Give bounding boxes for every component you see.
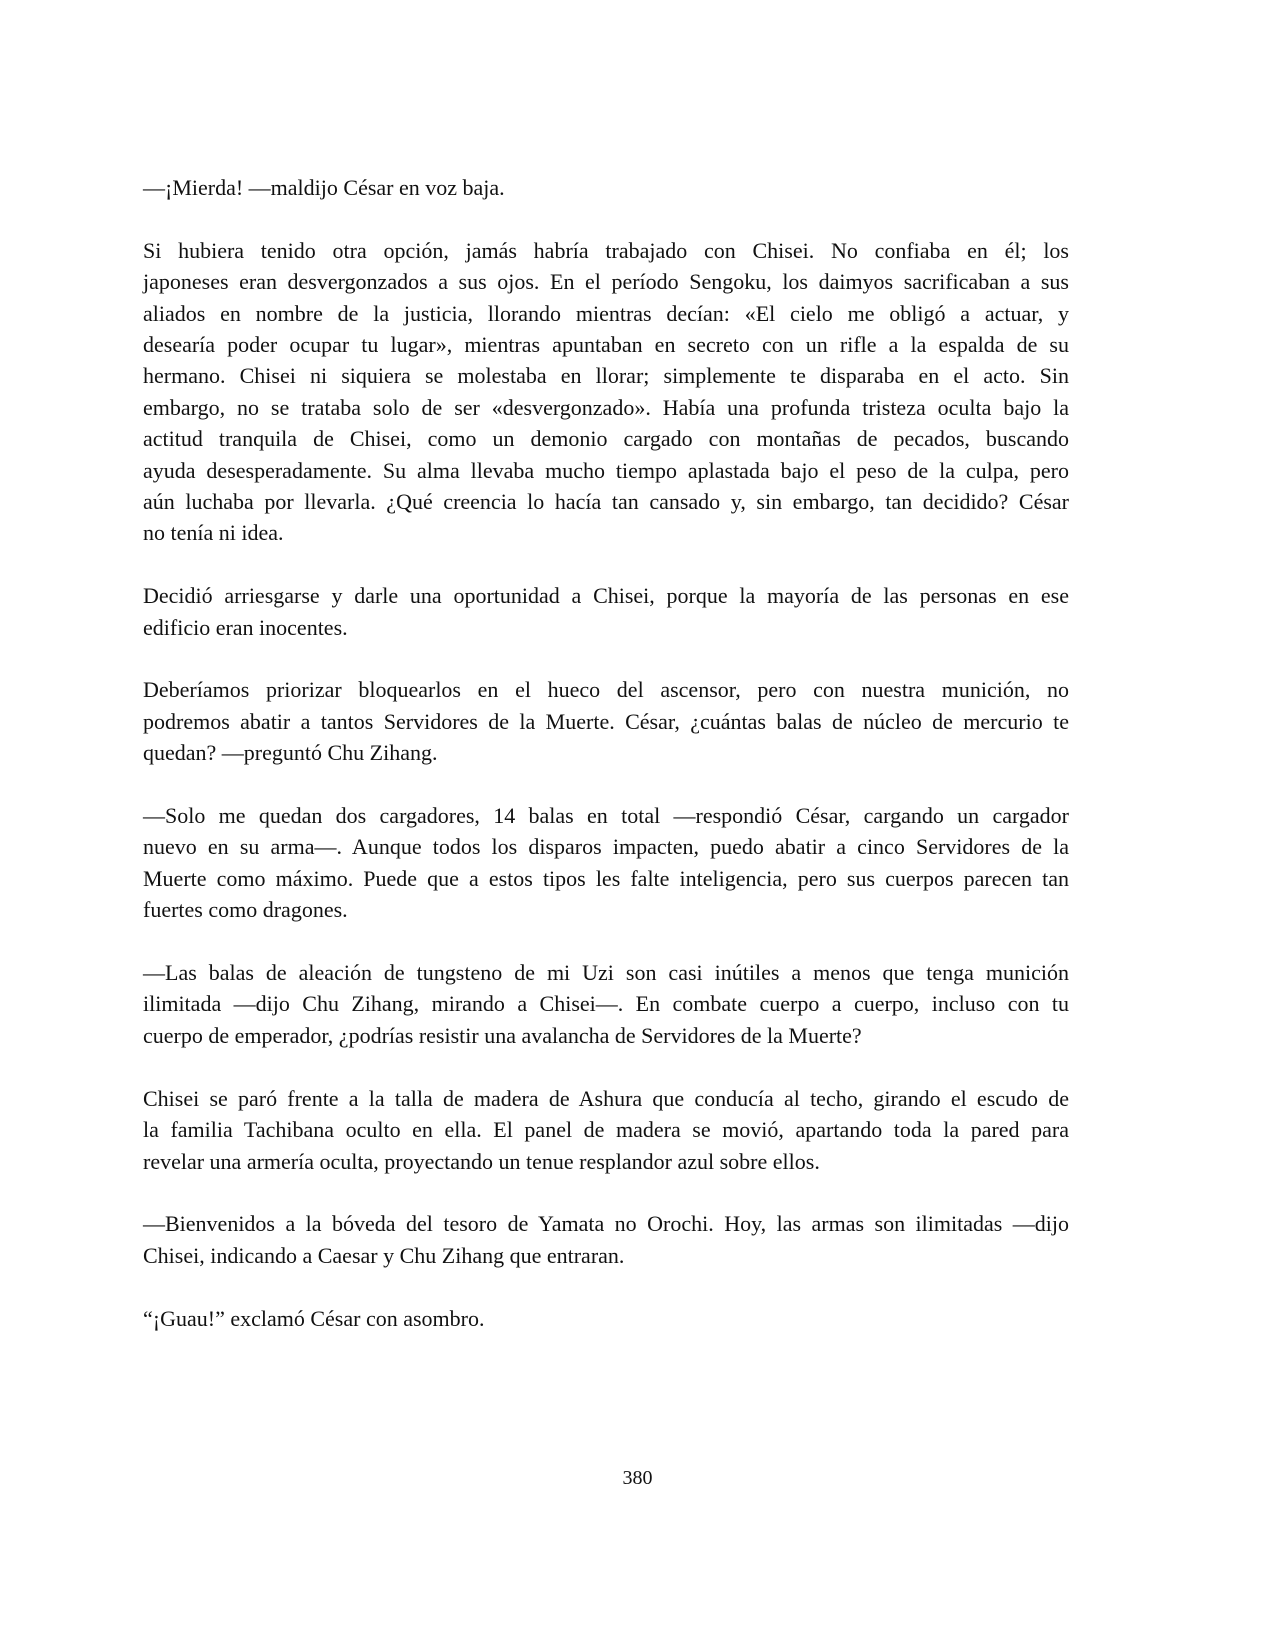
text-line: —Las balas de aleación de tungsteno de mi Uzi son casi inútiles a menos que tenga munición xyxy=(143,960,1069,986)
paragraph xyxy=(143,1303,1069,1334)
page-body xyxy=(143,172,1069,1365)
text-line: Muerte como máximo. Puede que a estos tipos les falte inteligencia, pero sus cuerpos parecen tan xyxy=(143,865,1069,891)
text-line: podremos abatir a tantos Servidores de la Muerte. César, ¿cuántas balas de núcleo de mercurio te xyxy=(143,708,1069,734)
paragraph xyxy=(143,674,1069,768)
text-line: aún luchaba por llevarla. ¿Qué creencia lo hacía tan cansado y, sin embargo, tan decidido? César xyxy=(143,489,1069,515)
text-line: fuertes como dragones. xyxy=(143,897,348,923)
paragraph xyxy=(143,1208,1069,1271)
text-line: —¡Mierda! —maldijo César en voz baja. xyxy=(143,175,505,200)
text-line: aliados en nombre de la justicia, llorando mientras decían: «El cielo me obligó a actuar, y xyxy=(143,300,1069,326)
text-line: Si hubiera tenido otra opción, jamás habría trabajado con Chisei. No confiaba en él; los xyxy=(143,237,1069,263)
text-line: Deberíamos priorizar bloquearlos en el hueco del ascensor, pero con nuestra munición, no xyxy=(143,677,1069,703)
text-line: actitud tranquila de Chisei, como un demonio cargado con montañas de pecados, buscando xyxy=(143,426,1069,452)
text-line: japoneses eran desvergonzados a sus ojos. En el período Sengoku, los daimyos sacrificaban a sus xyxy=(143,269,1069,295)
text-line: la familia Tachibana oculto en ella. El panel de madera se movió, apartando toda la pared para xyxy=(143,1117,1069,1143)
paragraph xyxy=(143,172,1069,203)
text-line: ayuda desesperadamente. Su alma llevaba mucho tiempo aplastada bajo el peso de la culpa, pero xyxy=(143,457,1069,483)
text-line: hermano. Chisei ni siquiera se molestaba en llorar; simplemente te disparaba en el acto. Sin xyxy=(143,363,1069,389)
text-line: Chisei se paró frente a la talla de madera de Ashura que conducía al techo, girando el escudo de xyxy=(143,1085,1069,1111)
paragraph xyxy=(143,1083,1069,1177)
paragraph xyxy=(143,800,1069,926)
text-line: embargo, no se trataba solo de ser «desvergonzado». Había una profunda tristeza oculta bajo la xyxy=(143,394,1069,420)
text-line: nuevo en su arma—. Aunque todos los disparos impacten, puedo abatir a cinco Servidores de la xyxy=(143,834,1069,860)
text-line: revelar una armería oculta, proyectando un tenue resplandor azul sobre ellos. xyxy=(143,1148,820,1174)
text-line: quedan? —preguntó Chu Zihang. xyxy=(143,740,438,766)
text-line: cuerpo de emperador, ¿podrías resistir una avalancha de Servidores de la Muerte? xyxy=(143,1022,862,1048)
text-line: no tenía ni idea. xyxy=(143,520,284,546)
text-line: “¡Guau!” exclamó César con asombro. xyxy=(143,1305,485,1331)
text-line: —Bienvenidos a la bóveda del tesoro de Yamata no Orochi. Hoy, las armas son ilimitadas —dijo xyxy=(143,1211,1069,1237)
text-line: ilimitada —dijo Chu Zihang, mirando a Chisei—. En combate cuerpo a cuerpo, incluso con tu xyxy=(143,991,1069,1017)
page-number: 380 xyxy=(622,1467,653,1489)
paragraph xyxy=(143,957,1069,1051)
text-line: Decidió arriesgarse y darle una oportunidad a Chisei, porque la mayoría de las personas en ese xyxy=(143,583,1069,609)
paragraph xyxy=(143,235,1069,549)
text-line: edificio eran inocentes. xyxy=(143,614,348,640)
text-line: —Solo me quedan dos cargadores, 14 balas en total —respondió César, cargando un cargador xyxy=(143,803,1069,829)
paragraph xyxy=(143,580,1069,643)
text-line: desearía poder ocupar tu lugar», mientras apuntaban en secreto con un rifle a la espalda de su xyxy=(143,332,1069,358)
text-line: Chisei, indicando a Caesar y Chu Zihang que entraran. xyxy=(143,1242,625,1268)
